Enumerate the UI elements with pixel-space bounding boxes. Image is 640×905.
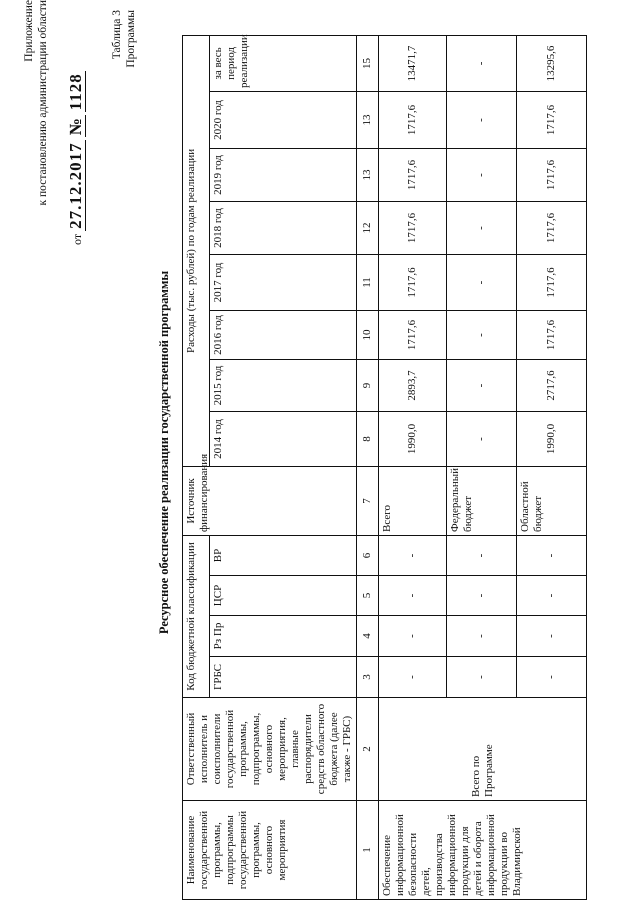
row-value: 1717,6 [517, 310, 587, 359]
row-vr: - [517, 535, 587, 575]
header-2015: 2015 год [210, 359, 357, 411]
decree-prefix: от [70, 233, 84, 245]
row-grbs: - [447, 657, 517, 698]
row-value: - [447, 148, 517, 201]
program-label: Программы [125, 10, 137, 68]
decree-number: 1128 [66, 73, 85, 111]
header-total: за весь период реализации [210, 35, 357, 91]
header-2014: 2014 год [210, 411, 357, 466]
row-vr: - [447, 535, 517, 575]
row-source: Всего [379, 466, 447, 535]
row-value: - [447, 310, 517, 359]
col-number: 12 [357, 201, 379, 254]
col-number: 1 [357, 801, 379, 900]
row-value: 1717,6 [517, 91, 587, 148]
row-value: 1990,0 [517, 411, 587, 466]
row-value: 1717,6 [379, 201, 447, 254]
col-number: 6 [357, 535, 379, 575]
decree-line [66, 71, 86, 245]
col-number: 10 [357, 310, 379, 359]
col-number: 8 [357, 411, 379, 466]
appendix-line-1: Приложение [23, 0, 35, 62]
header-vr: ВР [210, 535, 357, 575]
header-2019: 2019 год [210, 148, 357, 201]
row-source: Областной бюджет [517, 466, 587, 535]
resource-table [182, 35, 587, 900]
appendix-line-2: к постановлению администрации области [37, 0, 49, 206]
col-number: 11 [357, 254, 379, 310]
row-value: - [447, 201, 517, 254]
row-value: 1717,6 [517, 254, 587, 310]
col-number: 9 [357, 359, 379, 411]
header-expenses: Расходы (тыс. рублей) по годам реализации [183, 35, 210, 466]
row-value: 1717,6 [517, 201, 587, 254]
row-csr: - [379, 576, 447, 616]
program-name: Обеспечение информационной безопасности детей, производства информационной продукции для детей и оборота информационной продукции во Владимирской [379, 801, 587, 900]
row-value: 1990,0 [379, 411, 447, 466]
row-grbs: - [517, 657, 587, 698]
appendix-block [22, 0, 50, 300]
table-label-block [110, 10, 138, 160]
header-grbs: ГРБС [210, 657, 357, 698]
executor-total: Всего по Программе [379, 698, 587, 801]
document-title: Ресурсное обеспечение реализации государственной программы [157, 270, 171, 635]
row-vr: - [379, 535, 447, 575]
row-value: 1717,6 [517, 148, 587, 201]
table-row [379, 35, 447, 899]
header-2016: 2016 год [210, 310, 357, 359]
row-source: Федеральный бюджет [447, 466, 517, 535]
row-value: - [447, 91, 517, 148]
row-rzpr: - [379, 616, 447, 657]
row-csr: - [517, 576, 587, 616]
col-number: 2 [357, 698, 379, 801]
row-value: 13295,6 [517, 35, 587, 91]
decree-date: 27.12.2017 [66, 142, 85, 229]
col-number: 15 [357, 35, 379, 91]
row-value: - [447, 35, 517, 91]
header-csr: ЦСР [210, 576, 357, 616]
row-value: - [447, 411, 517, 466]
header-rzpr: Рз Пр [210, 616, 357, 657]
header-source: Источник финансирования [183, 466, 357, 535]
col-number: 13 [357, 91, 379, 148]
header-name: Наименование государственной программы, подпрограммы государственной программы, основного мероприятия [183, 801, 357, 900]
row-value: 1717,6 [379, 254, 447, 310]
col-number: 5 [357, 576, 379, 616]
header-executor: Ответственный исполнитель и соисполнители государственной программы, подпрограммы, основного мероприятия, главные распорядители средств областного бюджета (далее также - ГРБС) [183, 698, 357, 801]
col-number: 7 [357, 466, 379, 535]
row-value: 1717,6 [379, 148, 447, 201]
row-value: 1717,6 [379, 310, 447, 359]
col-number: 13 [357, 148, 379, 201]
row-rzpr: - [447, 616, 517, 657]
column-number-row [357, 35, 379, 899]
row-value: 2717,6 [517, 359, 587, 411]
header-2017: 2017 год [210, 254, 357, 310]
header-budget-code: Код бюджетной классификации [183, 535, 210, 697]
row-value: 1717,6 [379, 91, 447, 148]
row-value: - [447, 254, 517, 310]
col-number: 3 [357, 657, 379, 698]
row-rzpr: - [517, 616, 587, 657]
row-grbs: - [379, 657, 447, 698]
col-number: 4 [357, 616, 379, 657]
header-2018: 2018 год [210, 201, 357, 254]
row-value: 2893,7 [379, 359, 447, 411]
header-2020: 2020 год [210, 91, 357, 148]
table-label: Таблица 3 [111, 10, 123, 60]
row-csr: - [447, 576, 517, 616]
row-value: 13471,7 [379, 35, 447, 91]
row-value: - [447, 359, 517, 411]
decree-number-sign: № [66, 117, 85, 136]
